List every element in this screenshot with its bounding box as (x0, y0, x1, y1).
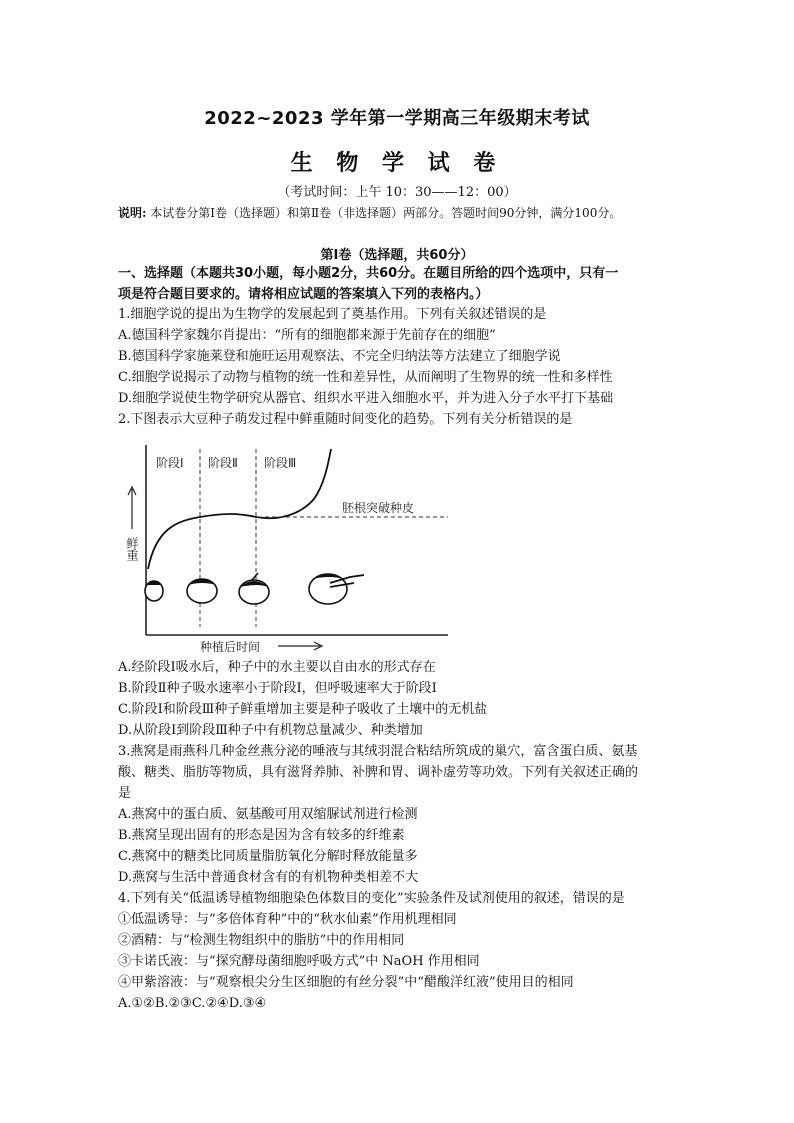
q1-option-a: A.德国科学家魏尔肖提出：“所有的细胞都来源于先前存在的细胞” (118, 328, 496, 343)
x-axis-label: 种植后时间 (200, 640, 261, 654)
q4-options: A.①②B.②③C.②④D.③④ (118, 996, 267, 1011)
q2-option-d: D.从阶段Ⅰ到阶段Ⅲ种子中有机物总量减少、种类增加 (118, 723, 423, 738)
stage-3-label: 阶段Ⅲ (264, 456, 297, 470)
seed-coat-1 (146, 581, 162, 585)
q1-option-d: D.细胞学说使生物学研究从器官、组织水平进入细胞水平，并为进入分子水平打下基础 (118, 391, 614, 406)
note-text: 本试卷分第Ⅰ卷（选择题）和第Ⅱ卷（非选择题）两部分。答题时间90分钟，满分100分。 (146, 206, 622, 220)
q2-option-c: C.阶段Ⅰ和阶段Ⅲ种子鲜重增加主要是种子吸收了土壤中的无机盐 (118, 702, 488, 717)
q2-stem: 2.下图表示大豆种子萌发过程中鲜重随时间变化的趋势。下列有关分析错误的是 (118, 412, 573, 427)
q4-item-3: ③卡诺氏液：与“探究酵母菌细胞呼吸方式”中 NaOH 作用相同 (118, 954, 480, 969)
stage-2-label: 阶段Ⅱ (208, 456, 238, 470)
q1-option-b: B.德国科学家施莱登和施旺运用观察法、不完全归纳法等方法建立了细胞学说 (118, 349, 561, 364)
section-instruction-line2: 项是符合题目要求的。请将相应试题的答案填入下列的表格内。） (118, 287, 489, 302)
q2-option-a: A.经阶段Ⅰ吸水后，种子中的水主要以自由水的形式存在 (118, 660, 436, 675)
exam-title: 2022~2023 学年第一学期高三年级期末考试 (204, 108, 590, 129)
exam-time: （考试时间：上午 10：30——12：00） (277, 185, 517, 200)
section-instruction-line1: 一、选择题（本题共30小题，每小题2分，共60分。在题目所给的四个选项中，只有一 (118, 266, 619, 281)
section-title: 第Ⅰ卷（选择题，共60分） (320, 248, 474, 263)
exam-note (118, 203, 683, 224)
q1-stem: 1.细胞学说的提出为生物学的发展起到了奠基作用。下列有关叙述错误的是 (118, 307, 547, 322)
q2-option-b: B.阶段Ⅱ种子吸水速率小于阶段Ⅰ，但呼吸速率大于阶段Ⅰ (118, 681, 437, 696)
q3-stem-line1: 3.燕窝是雨燕科几种金丝燕分泌的唾液与其绒羽混合粘结所筑成的巢穴，富含蛋白质、氨基 (118, 744, 638, 759)
note-label: 说明: (118, 206, 147, 220)
y-axis-label: 鲜重 (125, 537, 139, 561)
q1-option-c: C.细胞学说揭示了动物与植物的统一性和差异性，从而阐明了生物界的统一性和多样性 (118, 370, 613, 385)
seed-germination-figure (118, 437, 448, 655)
q4-item-1: ①低温诱导：与“多倍体育种”中的“秋水仙素”作用机理相同 (118, 912, 457, 927)
q3-option-b: B.燕窝呈现出固有的形态是因为含有较多的纤维素 (118, 828, 405, 843)
radicle-3 (252, 573, 258, 580)
q3-option-a: A.燕窝中的蛋白质、氨基酸可用双缩脲试剂进行检测 (118, 807, 418, 822)
stage-1-label: 阶段Ⅰ (156, 456, 184, 470)
q4-stem: 4.下列有关“低温诱导植物细胞染色体数目的变化”实验条件及试剂使用的叙述，错误的是 (118, 891, 625, 906)
q4-item-4: ④甲紫溶液：与“观察根尖分生区细胞的有丝分裂”中“醋酸洋红液”使用目的相同 (118, 975, 574, 990)
seed-stage-4 (309, 574, 347, 604)
q3-option-c: C.燕窝中的糖类比同质量脂肪氧化分解时释放能量多 (118, 849, 418, 864)
q3-option-d: D.燕窝与生活中普通食材含有的有机物种类相差不大 (118, 870, 419, 885)
q3-stem-line2: 酸、糖类、脂肪等物质，具有滋肾养肺、补脾和胃、调补虚劳等功效。下列有关叙述正确的 (118, 765, 639, 780)
q4-item-2: ②酒精：与“检测生物组织中的脂肪”中的作用相同 (118, 933, 405, 948)
radicle-annotation: 胚根突破种皮 (342, 501, 415, 515)
exam-subject: 生 物 学 试 卷 (290, 151, 504, 176)
q3-stem-line3: 是 (118, 786, 132, 801)
